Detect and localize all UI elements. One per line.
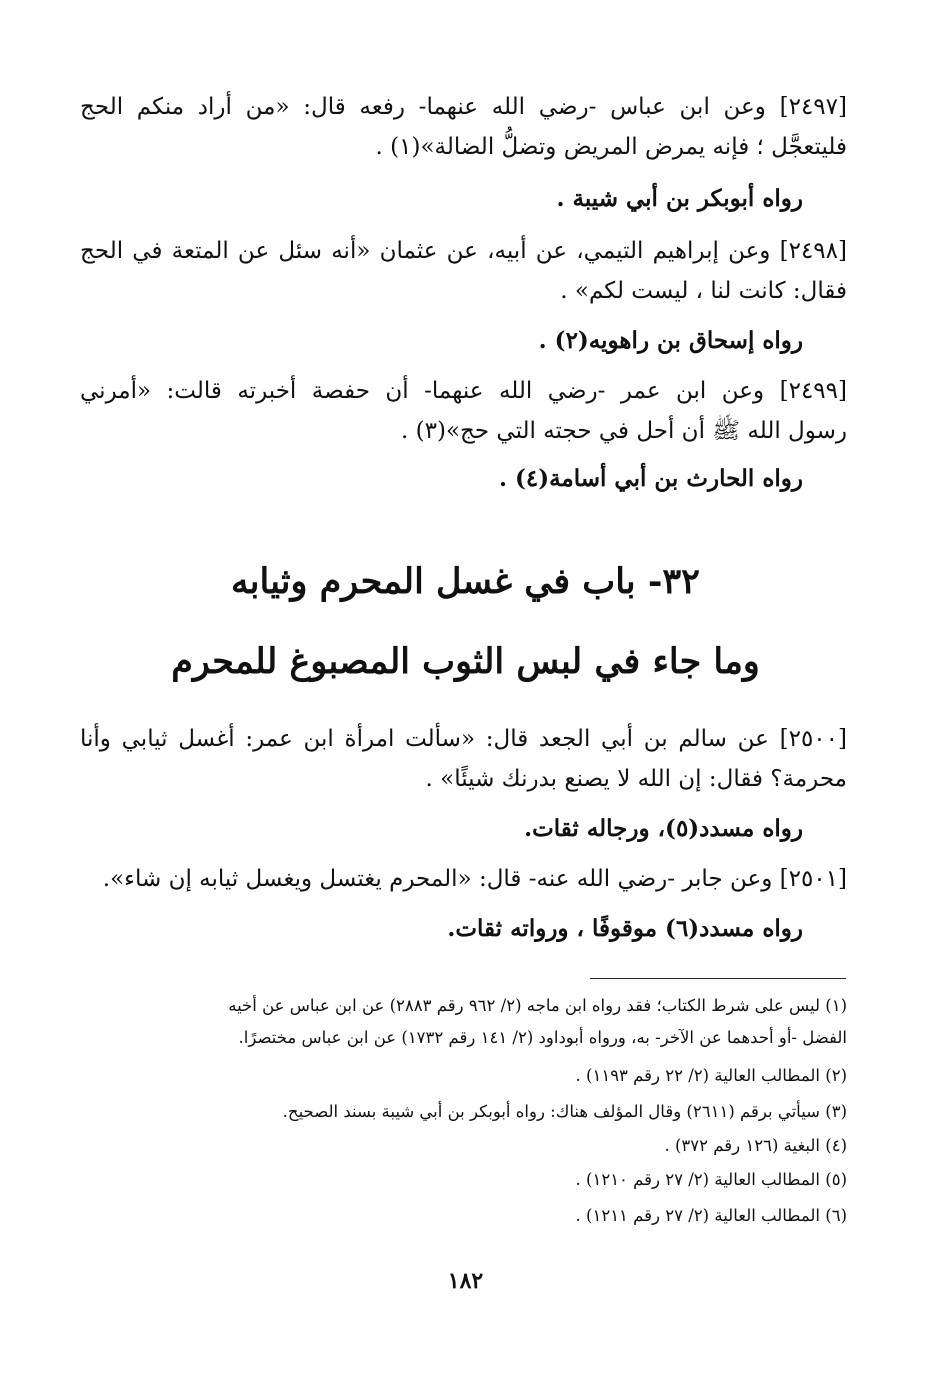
chapter-title-line2: وما جاء في لبس الثوب المصبوغ للمحرم <box>171 641 760 682</box>
footnote-4: (٤) البغية (١٢٦ رقم ٣٧٢) . <box>664 1136 847 1155</box>
footnote-1-line2: الفضل -أو أحدهما عن الآخر- به، ورواه أبوداود (٢/ ١٤١ رقم ١٧٣٢) عن ابن عباس مختصرًا. <box>238 1028 847 1047</box>
hadith-2499-narration: رواه الحارث بن أبي أسامة(٤) . <box>498 465 803 492</box>
footnote-5: (٥) المطالب العالية (٢/ ٢٧ رقم ١٢١٠) . <box>575 1170 847 1189</box>
hadith-2501-narration: رواه مسدد(٦) موقوفًا ، ورواته ثقات. <box>447 915 803 942</box>
hadith-2499-line1: [٢٤٩٩] وعن ابن عمر -رضي الله عنهما- أن حفصة أخبرته قالت: «أمرني <box>80 378 847 404</box>
hadith-2499-line2: رسول الله ﷺ أن أحل في حجته التي حج»(٣) . <box>401 418 847 444</box>
footnote-6: (٦) المطالب العالية (٢/ ٢٧ رقم ١٢١١) . <box>575 1206 847 1225</box>
hadith-2500-line1: [٢٥٠٠] عن سالم بن أبي الجعد قال: «سألت امرأة ابن عمر: أغسل ثيابي وأنا <box>80 726 847 752</box>
footnote-separator <box>590 978 846 979</box>
hadith-2500-line2: محرمة؟ فقال: إن الله لا يصنع بدرنك شيئًا» . <box>425 766 847 792</box>
hadith-2500-narration: رواه مسدد(٥)، ورجاله ثقات. <box>524 815 803 842</box>
chapter-title-line1: ٣٢- باب في غسل المحرم وثيابه <box>231 561 700 602</box>
footnote-1-line1: (١) ليس على شرط الكتاب؛ فقد رواه ابن ماجه (٢/ ٩٦٢ رقم ٢٨٨٣) عن ابن عباس عن أخيه <box>228 996 847 1015</box>
hadith-2501-line1: [٢٥٠١] وعن جابر -رضي الله عنه- قال: «المحرم يغتسل ويغسل ثيابه إن شاء». <box>102 866 847 892</box>
footnote-3: (٣) سيأتي برقم (٢٦١١) وقال المؤلف هناك: رواه أبوبكر بن أبي شيبة بسند الصحيح. <box>282 1102 847 1121</box>
page-number: ١٨٢ <box>447 1268 484 1294</box>
hadith-2497-line1: [٢٤٩٧] وعن ابن عباس -رضي الله عنهما- رفعه قال: «من أراد منكم الحج <box>80 94 847 120</box>
footnote-2: (٢) المطالب العالية (٢/ ٢٢ رقم ١١٩٣) . <box>575 1066 847 1085</box>
hadith-2498-line1: [٢٤٩٨] وعن إبراهيم التيمي، عن أبيه، عن عثمان «أنه سئل عن المتعة في الحج <box>80 238 847 264</box>
hadith-2498-narration: رواه إسحاق بن راهويه(٢) . <box>538 327 803 354</box>
hadith-2497-line2: فليتعجَّل ؛ فإنه يمرض المريض وتضلُّ الضالة»(١) . <box>375 134 847 160</box>
hadith-2498-line2: فقال: كانت لنا ، ليست لكم» . <box>560 278 847 304</box>
hadith-2497-narration: رواه أبوبكر بن أبي شيبة . <box>556 185 803 212</box>
